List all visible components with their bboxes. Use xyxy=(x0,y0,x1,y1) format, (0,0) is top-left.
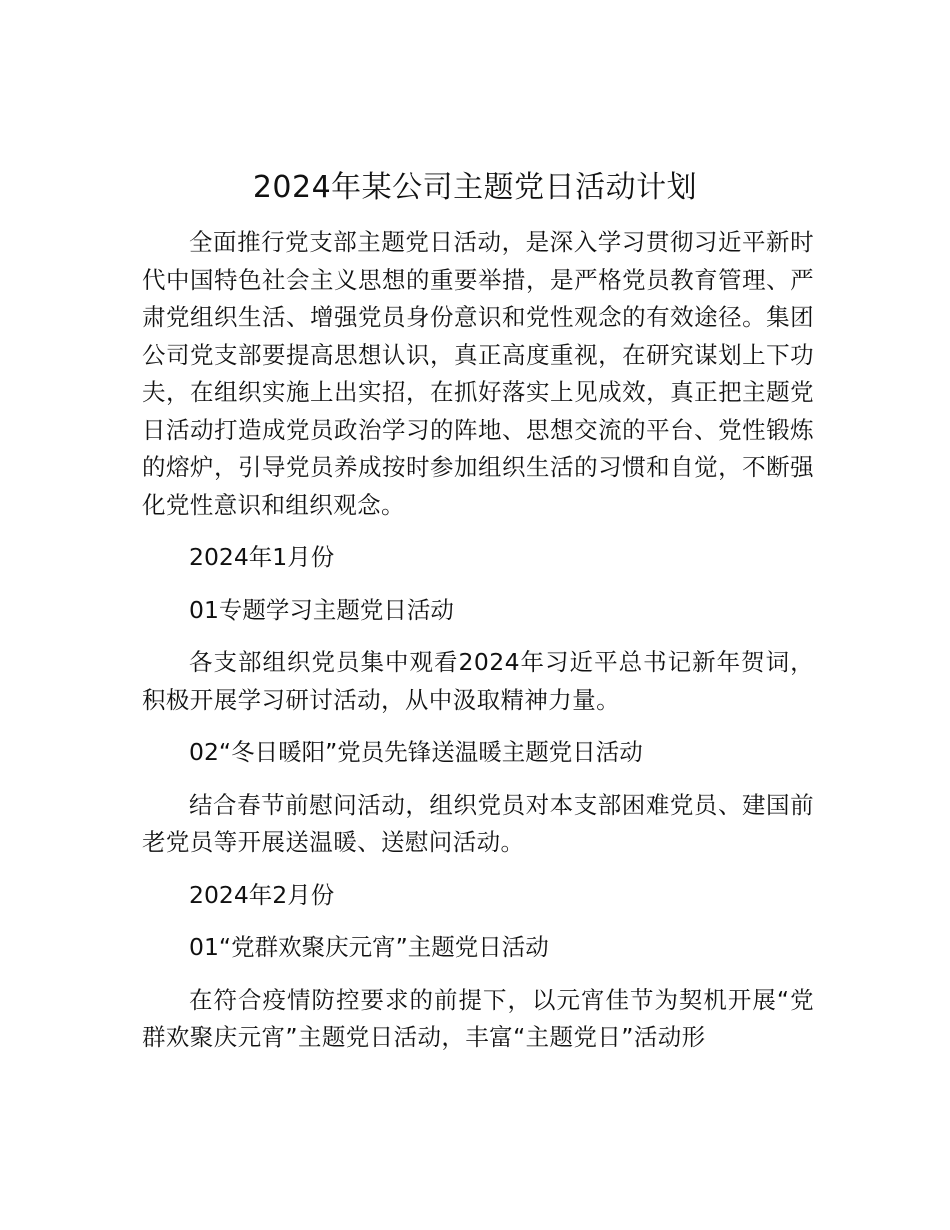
activity-title: 02“冬日暖阳”党员先锋送温暖主题党日活动 xyxy=(189,738,643,766)
activity-body: 结合春节前慰问活动，组织党员对本支部困难党员、建国前老党员等开展送温暖、送慰问活动。 xyxy=(142,790,814,856)
document-title: 2024年某公司主题党日活动计划 xyxy=(252,170,698,205)
month-heading-january: 2024年1月份 xyxy=(189,543,335,571)
activity-body: 各支部组织党员集中观看2024年习近平总书记新年贺词，积极开展学习研讨活动，从中汲取精神力量。 xyxy=(142,648,814,714)
document-body xyxy=(142,224,814,1057)
activity-body: 在符合疫情防控要求的前提下，以元宵佳节为契机开展“党群欢聚庆元宵”主题党日活动，丰富“主题党日”活动形 xyxy=(142,985,814,1051)
activity-title: 01“党群欢聚庆元宵”主题党日活动 xyxy=(189,933,549,961)
month-heading-february: 2024年2月份 xyxy=(189,880,335,909)
intro-paragraph: 全面推行党支部主题党日活动，是深入学习贯彻习近平新时代中国特色社会主义思想的重要举措，是严格党员教育管理、严肃党组织生活、增强党员身份意识和党性观念的有效途径。集团公司党支部要提高思想认识，真正高度重视，在研究谋划上下功夫，在组织实施上出实招，在抓好落实上见成效，真正把主题党日活动打造成党员政治学习的阵地、思想交流的平台、党性锻炼的熔炉，引导党员养成按时参加组织生活的习惯和自觉，不断强化党性意识和组织观念。 xyxy=(142,228,814,519)
activity-title: 01专题学习主题党日活动 xyxy=(189,595,454,624)
